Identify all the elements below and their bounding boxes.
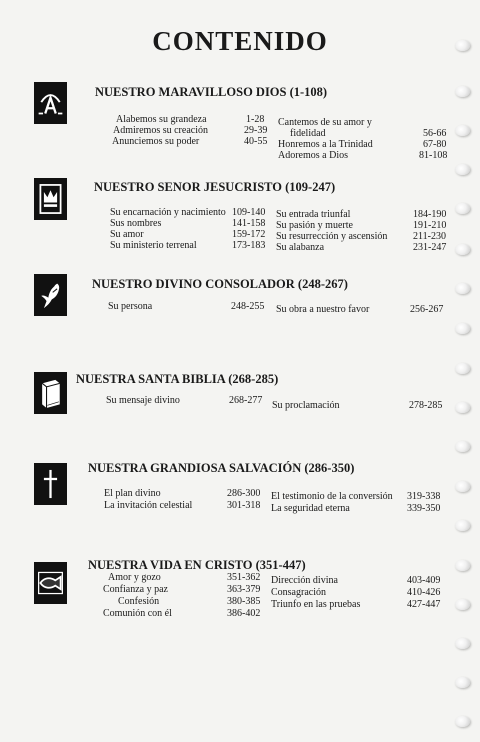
crown-icon — [34, 178, 67, 220]
bible-icon — [34, 372, 67, 414]
page-title: CONTENIDO — [152, 26, 328, 56]
binder-hole — [455, 40, 470, 51]
binder-hole — [455, 638, 470, 649]
binder-hole — [455, 125, 470, 136]
binder-hole — [455, 677, 470, 688]
binder-hole — [455, 283, 470, 294]
section-heading: NUESTRA VIDA EN CRISTO (351-447) — [88, 558, 306, 572]
section-heading: NUESTRO MARAVILLOSO DIOS (1-108) — [95, 85, 328, 99]
binder-hole — [455, 716, 470, 727]
binder-hole — [455, 402, 470, 413]
section-heading: NUESTRA SANTA BIBLIA (268-285) — [76, 372, 279, 386]
binder-hole — [455, 363, 470, 374]
binder-hole — [455, 599, 470, 610]
section-heading: NUESTRO DIVINO CONSOLADOR (248-267) — [92, 277, 348, 291]
binder-hole — [455, 441, 470, 452]
dove-icon — [34, 274, 67, 316]
binder-hole — [455, 520, 470, 531]
binder-hole — [455, 203, 470, 214]
binder-hole — [455, 164, 470, 175]
fish-icon — [34, 562, 67, 604]
contents-page: CONTENIDO NUESTRO MARAVILLOSO DIOS (1-108) Alabemos su grandeza 1-28 Admiremos su creación 29-39 Anunciemos su poder 40-55 Cantemos de su amor y fidelidad 56-66 Honremos a la Trinidad 67-80 Adoremos a Dios 81-108 NUESTRO SENOR JESUCRISTO (109-247) Su encarnación y nacimiento 109-140 Sus nombres 141-158 Su amor 159-172 Su ministerio terrenal 173-183 Su entrada triunfal 184-190 Su pasión y muerte 191-210 Su resurrección y ascensión 211-230 Su alabanza 231-247 NUESTRO DIVINO CONSOLADOR (248-267) Su persona 248-255 Su obra a nuestro favor 256-267 NUESTRA SANTA BIBLIA (268-285) Su mensaje divino 268-277 Su proclamación 278-285 NUESTRA GRANDIOSA SALVACIÓN (286-350) El plan divino 286-300 La invitación celestial 301-318 El testimonio de la conversión 319-338 La seguridad eterna 339-350 NUESTRA VIDA EN CRISTO (351-447) Amor y gozo 351-362 Confianza y paz 363-379 Confesión 380-385 Comunión con él 386-402 Dirección divina 403-409 Consagración 410-426 Triunfo en las pruebas 427-447 — [0, 0, 480, 742]
section-heading: NUESTRO SENOR JESUCRISTO (109-247) — [94, 180, 336, 194]
binder-hole — [455, 244, 470, 255]
binder-hole — [455, 560, 470, 571]
alpha-omega-icon — [34, 82, 67, 124]
cross-icon — [34, 463, 67, 505]
binder-hole — [455, 323, 470, 334]
binder-hole — [455, 481, 470, 492]
section-heading: NUESTRA GRANDIOSA SALVACIÓN (286-350) — [88, 461, 355, 475]
binder-hole — [455, 86, 470, 97]
